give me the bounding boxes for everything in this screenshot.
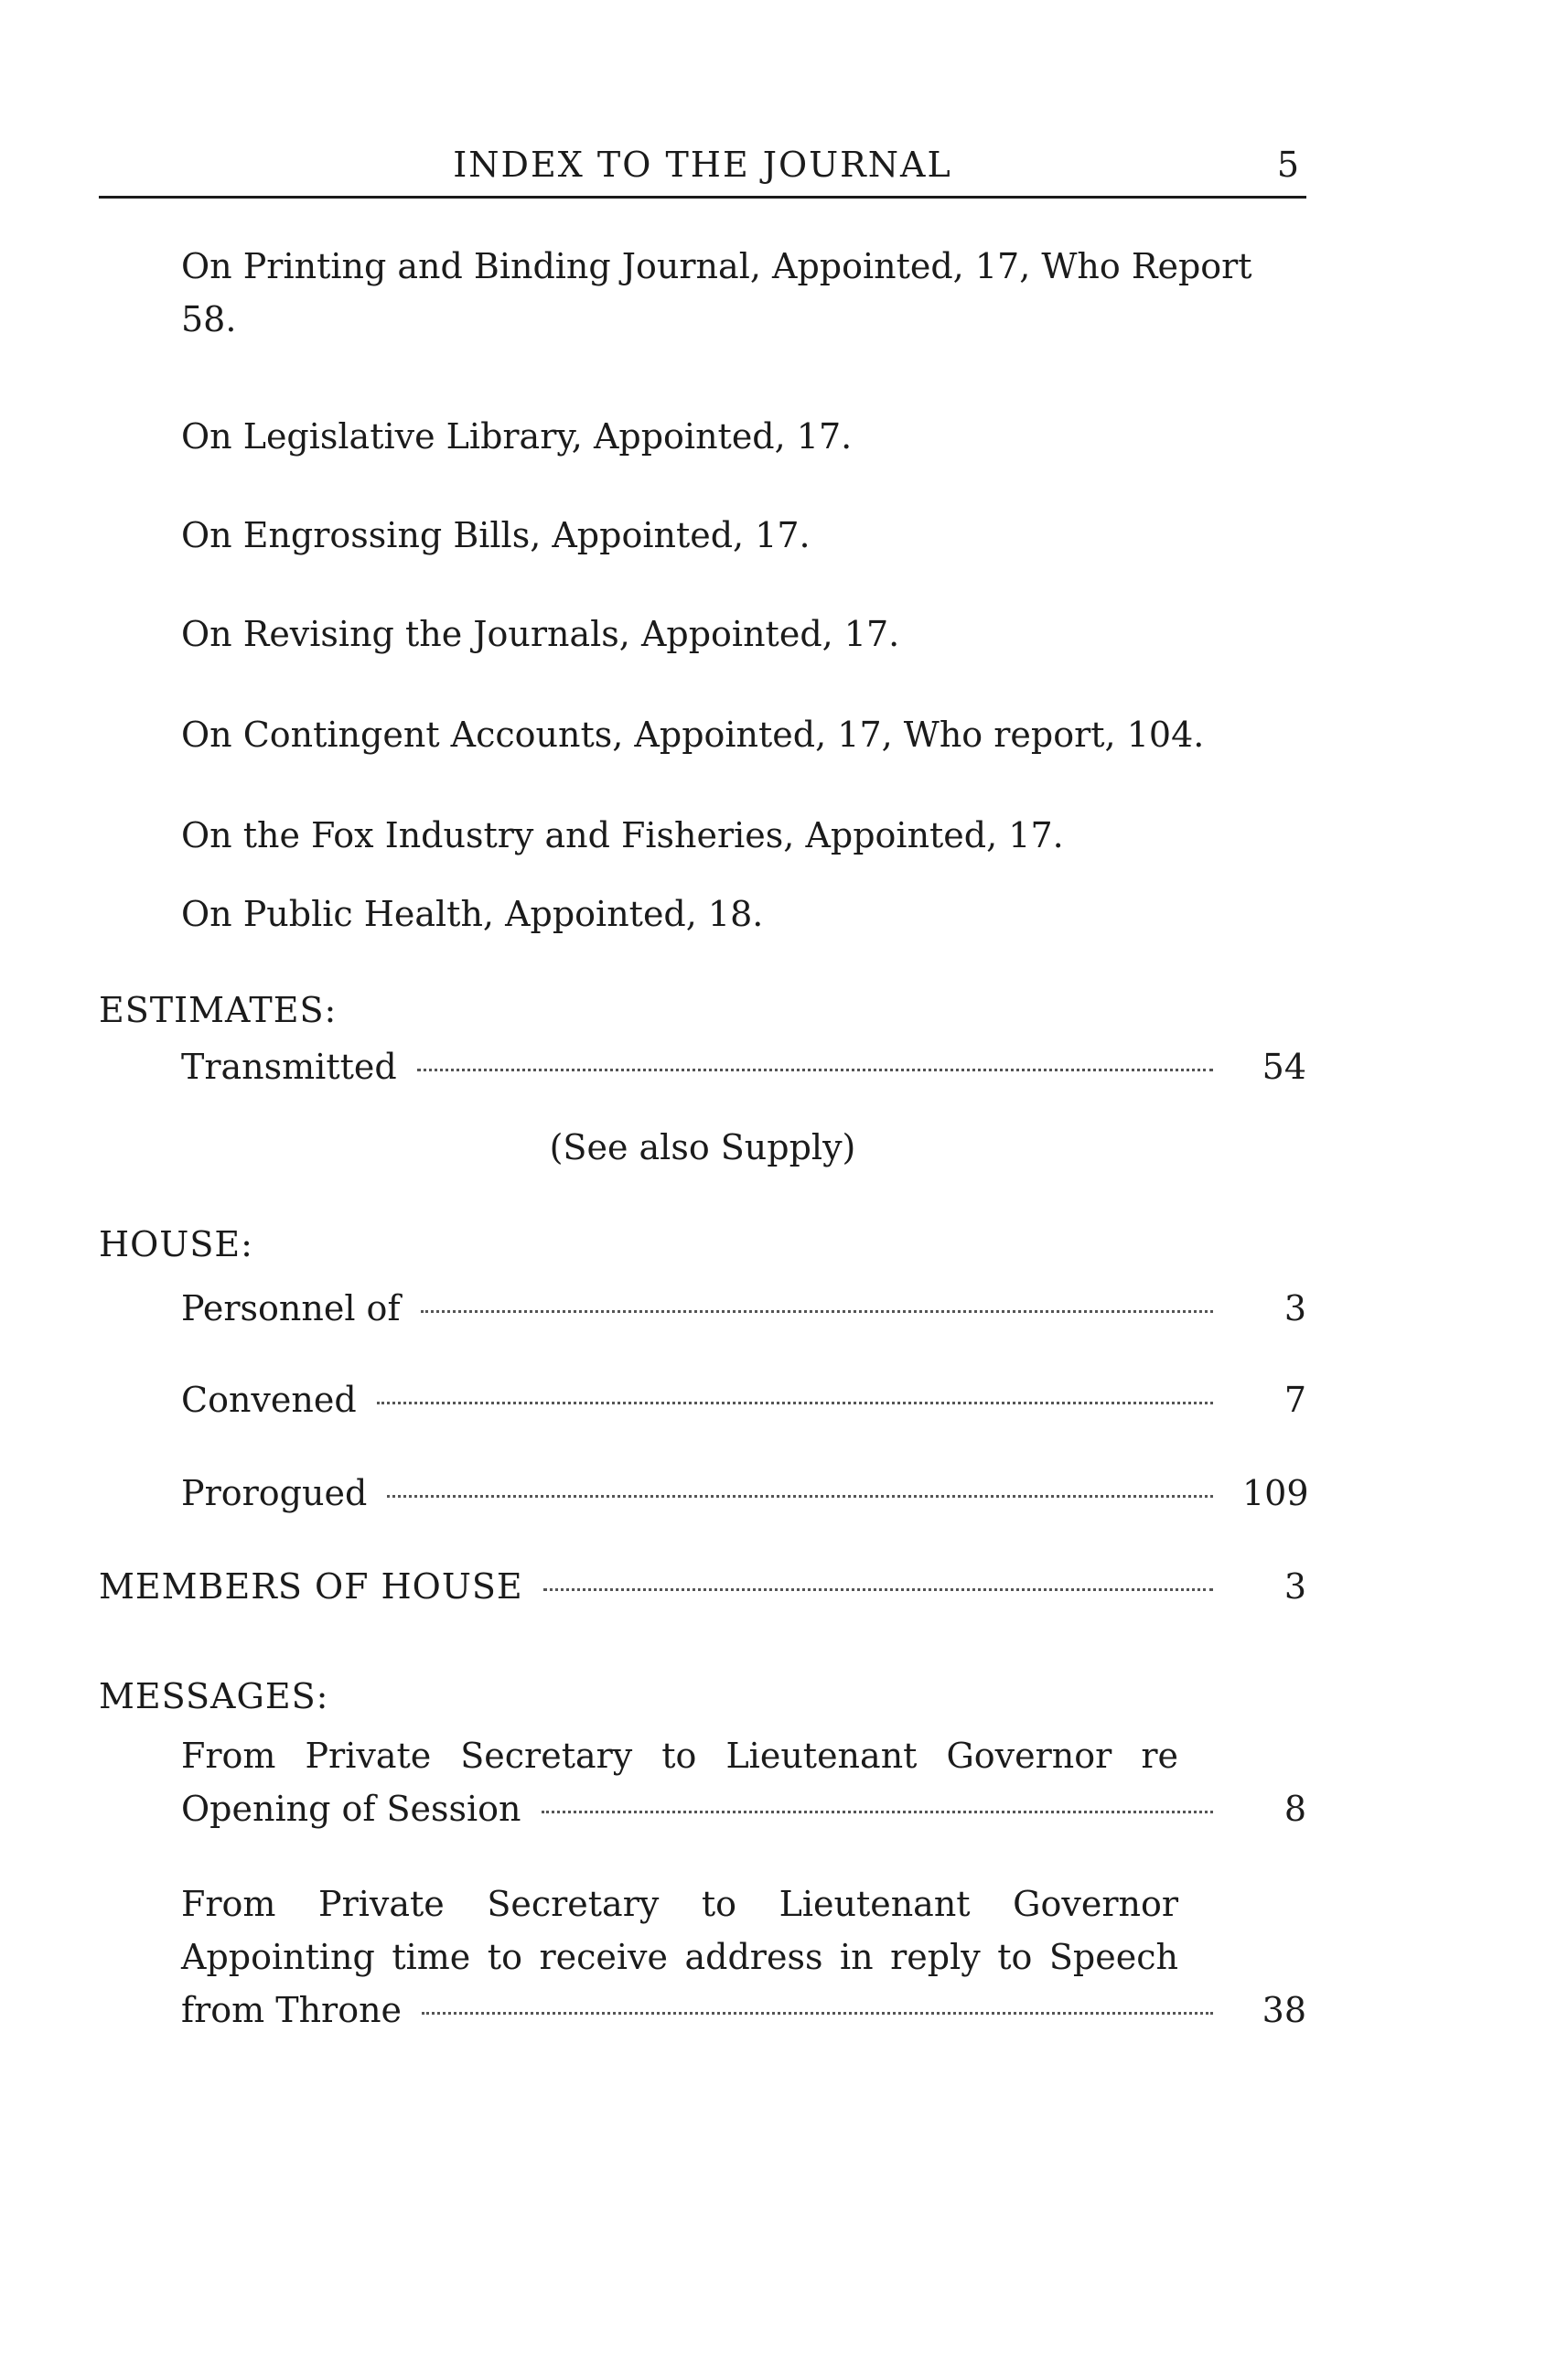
page-reference: 38 bbox=[1262, 1990, 1306, 2030]
index-row bbox=[181, 1047, 1306, 1102]
committee-entry bbox=[181, 240, 1252, 346]
committee-entry: On Engrossing Bills, Appointed, 17. bbox=[181, 515, 811, 555]
committee-entry: On Contingent Accounts, Appointed, 17, Who report, 104. bbox=[181, 715, 1205, 755]
index-row bbox=[181, 1782, 1306, 1835]
committee-line: On Printing and Binding Journal, Appointed, 17, Who Report bbox=[181, 246, 1252, 286]
index-label: Convened bbox=[181, 1380, 357, 1420]
message-line: From Private Secretary to Lieutenant Governor bbox=[181, 1884, 1178, 1924]
index-label: Transmitted bbox=[181, 1047, 397, 1087]
dot-leader bbox=[542, 1811, 1213, 1813]
message-line: Appointing time to receive address in reply to Speech bbox=[181, 1937, 1178, 1977]
page-reference: 3 bbox=[1283, 1566, 1306, 1607]
header-title: INDEX TO THE JOURNAL bbox=[453, 145, 952, 185]
page-number: 5 bbox=[1276, 145, 1299, 185]
index-row bbox=[181, 1984, 1306, 2037]
message-line: From Private Secretary to Lieutenant Governor re bbox=[181, 1736, 1178, 1776]
index-row bbox=[99, 1566, 1306, 1621]
dot-leader bbox=[543, 1588, 1213, 1591]
index-label: Opening of Session bbox=[181, 1789, 521, 1829]
index-label: Personnel of bbox=[181, 1288, 401, 1328]
committee-entry: On the Fox Industry and Fisheries, Appointed, 17. bbox=[181, 815, 1064, 855]
page-reference: 54 bbox=[1262, 1047, 1306, 1087]
dot-leader bbox=[377, 1402, 1213, 1404]
page-reference: 8 bbox=[1283, 1789, 1306, 1829]
house-heading: HOUSE: bbox=[99, 1224, 253, 1264]
committee-entry: On Public Health, Appointed, 18. bbox=[181, 894, 764, 934]
messages-heading: MESSAGES: bbox=[99, 1676, 329, 1716]
index-label: Prorogued bbox=[181, 1473, 368, 1513]
committee-entry: On Legislative Library, Appointed, 17. bbox=[181, 416, 853, 457]
dot-leader bbox=[422, 2012, 1213, 2015]
index-row bbox=[181, 1473, 1309, 1528]
header-rule bbox=[99, 196, 1306, 199]
message-entry bbox=[181, 1877, 1306, 2037]
dot-leader bbox=[417, 1069, 1213, 1071]
committee-entry: On Revising the Journals, Appointed, 17. bbox=[181, 614, 900, 654]
running-header bbox=[99, 145, 1306, 198]
dot-leader bbox=[387, 1495, 1213, 1498]
dot-leader bbox=[421, 1310, 1213, 1313]
committee-line-continued: 58. bbox=[181, 299, 237, 339]
page-reference: 109 bbox=[1242, 1473, 1309, 1513]
see-also-note: (See also Supply) bbox=[549, 1127, 856, 1167]
index-label: from Throne bbox=[181, 1990, 403, 2030]
page-reference: 7 bbox=[1283, 1380, 1306, 1420]
index-row bbox=[181, 1380, 1306, 1435]
estimates-heading: ESTIMATES: bbox=[99, 990, 338, 1030]
message-entry bbox=[181, 1729, 1306, 1835]
index-row bbox=[181, 1288, 1306, 1343]
page-reference: 3 bbox=[1283, 1288, 1306, 1328]
index-label: MEMBERS OF HOUSE bbox=[99, 1566, 523, 1607]
